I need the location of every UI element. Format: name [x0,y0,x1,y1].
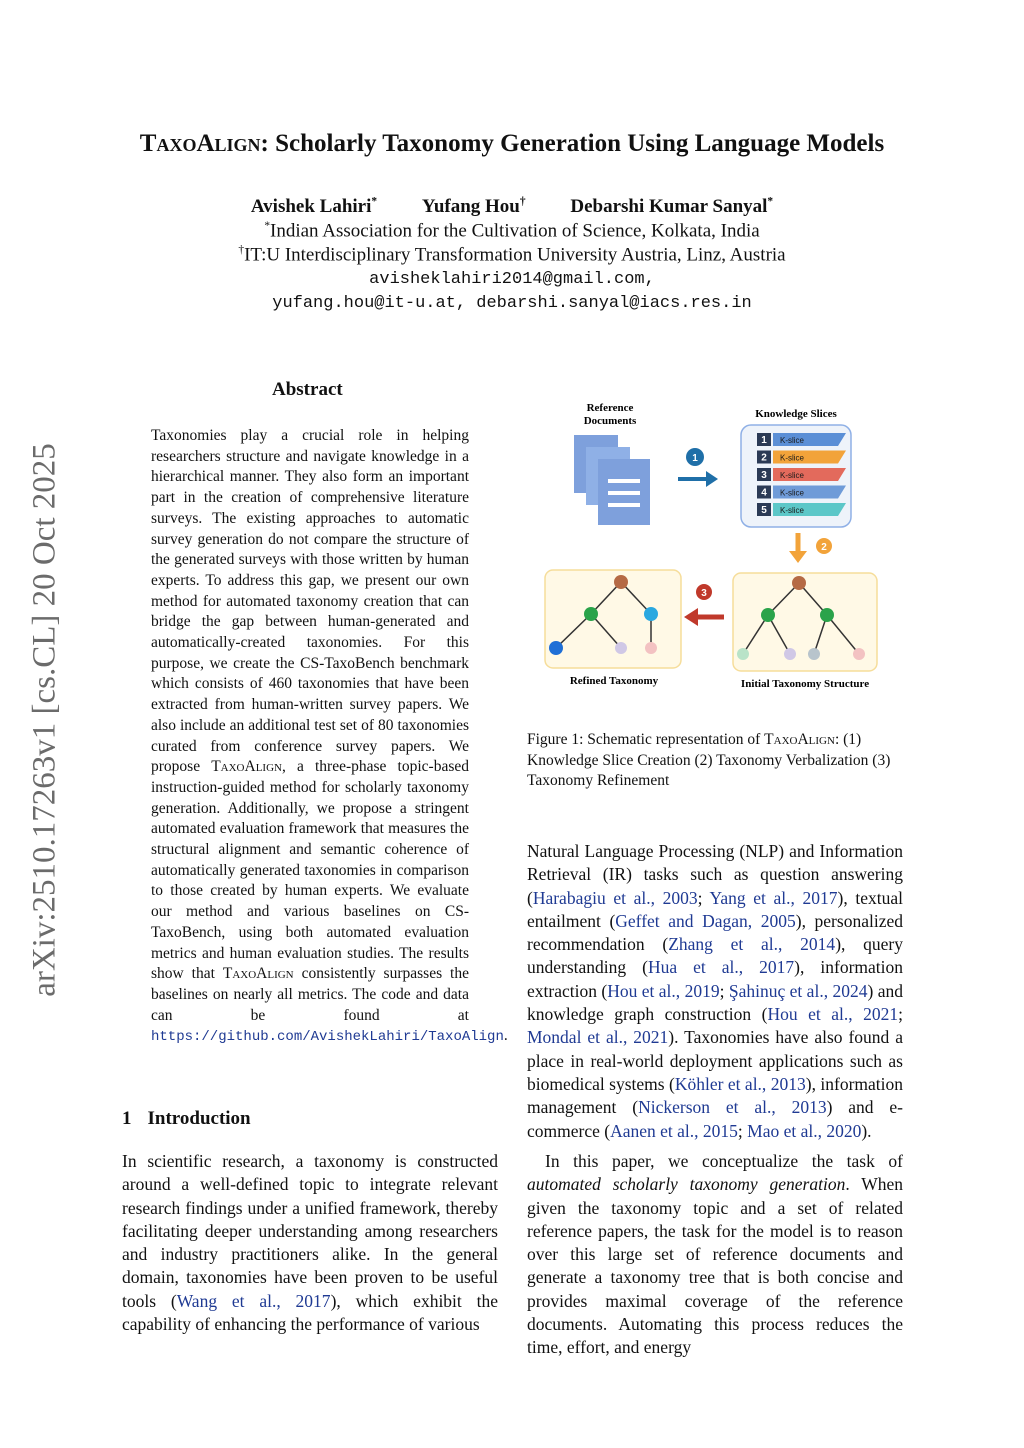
fig-label-ref: Reference Documents [583,402,637,427]
k-slice-label: K-slice [780,471,805,480]
intro-paragraph: In scientific research, a taxonomy is constructed around a well-defined topic to integrate relevant research findings under a unified framework, thereby facilitating deeper understanding among researchers and industry practitioners alike. In the general domain, taxonomies have been proven to be useful tools (Wang et al., 2017), which exhibit the capability of enhancing the performance of various [122,1151,498,1335]
figure-1 [528,395,908,695]
k-slice-number: 5 [761,505,767,516]
affiliation: †IT:U Interdisciplinary Transformation University Austria, Linz, Austria [238,244,786,266]
email-line[interactable]: yufang.hou@it-u.at, debarshi.sanyal@iacs.res.in [272,294,752,313]
author: Debarshi Kumar Sanyal* [570,196,774,218]
right-paragraph-1: Natural Language Processing (NLP) and Information Retrieval (IR) tasks such as question answering (Harabagiu et al., 2003; Yang et al., 2017), textual entailment (Geffet and Dagan, 2005), personalized recommendation (Zhang et al., 2014), query understanding (Hua et al., 2017), information extraction (Hou et al., 2019; Şahinuç et al., 2024) and knowledge graph construction (Hou et al., 2021; Mondal et al., 2021). Taxonomies have also found a place in real-world deployment applications such as biomedical systems (Köhler et al., 2013), information management (Nickerson et al., 2013) and e-commerce (Aanen et al., 2015; Mao et al., 2020). [527,841,904,1141]
section-heading: 1 Introduction [122,1108,251,1129]
paper-title [0,130,1024,158]
k-slice-label: K-slice [780,488,805,498]
svg-text:2: 2 [821,542,827,553]
author: Yufang Hou† [421,196,526,218]
title-rest: : Scholarly Taxonomy Generation Using Language Models [260,130,885,157]
k-slice-number: 2 [761,452,767,464]
right-paragraph-2: In this paper, we conceptualize the task of automated scholarly taxonomy generation. When given the taxonomy topic and a set of related reference papers, the task for the model is to reason over this large set of reference documents and generate a taxonomy tree that is both concise and provides maximal coverage of the reference documents. Automating this process reduces the time, effort, and energy [527,1151,903,1358]
citation[interactable]: Köhler et al., 2013 [674,1073,806,1094]
email-line[interactable]: avisheklahiri2014@gmail.com, [369,270,655,289]
arxiv-stamp [10,420,80,1020]
author-list [0,196,1024,218]
citation[interactable]: Harabagiu et al., 2003 [532,887,698,908]
documents-icon [574,435,650,525]
citation[interactable]: Hua et al., 2017 [647,957,795,978]
k-slice-number: 4 [761,487,767,499]
figure-caption: Figure 1: Schematic representation of TaxoAlign: (1) Knowledge Slice Creation (2) Taxonomy Verbalization (3) Taxonomy Refinement [527,731,891,789]
citation[interactable]: Yang et al., 2017 [709,887,838,908]
citation[interactable]: Hou et al., 2021 [767,1004,899,1025]
fig-label-initial: Initial Taxonomy Structure [740,678,870,690]
citation[interactable]: Wang et al., 2017 [176,1290,331,1311]
method-name: TaxoAlign [139,130,261,157]
slice-list [757,433,846,516]
refined-taxonomy-box [545,570,681,668]
abstract-body: Taxonomies play a crucial role in helping researchers structure and navigate knowledge in a hierarchical manner. They also form an important part in the creation of comprehensive literature surveys. The existing approaches to automatic survey generation do not compare the structure of the generated surveys with those written by human experts. To address this gap, we present our own method for automated taxonomy creation that can bridge the gap between human-generated and automatically-created taxonomies. For this purpose, we create the CS-TaxoBench benchmark which consists of 460 taxonomies that have been extracted from human-written survey papers. We also include an additional test set of 80 taxonomies curated from conference survey papers. We propose TaxoAlign, a three-phase topic-based instruction-guided method for scholarly taxonomy generation. Additionally, we propose a stringent automated evaluation framework that measures the structural alignment and semantic coherence of automatically generated taxonomies in comparison to those created by human experts. We evaluate our method and various baselines on CS-TaxoBench, using both automated evaluation metrics and human evaluation studies. The results show that TaxoAlign consistently surpasses the baselines on nearly all metrics. The code and data can be found at https://github.com/AvishekLahiri/TaxoAlign. [151,427,508,1046]
author: Avishek Lahiri* [250,196,378,218]
arxiv-id: arXiv:2510.17263v1 [cs.CL] 20 Oct 2025 [26,443,63,997]
fig-label-refined: Refined Taxonomy [569,675,659,687]
svg-text:3: 3 [701,588,707,599]
k-slice-label: K-slice [780,436,805,445]
citation[interactable]: Nickerson et al., 2013 [638,1097,827,1118]
citation[interactable]: Zhang et al., 2014 [668,934,836,955]
citation[interactable]: Hou et al., 2019 [607,980,720,1001]
abstract-heading: Abstract [272,379,343,400]
citation[interactable]: Şahinuç et al., 2024 [728,980,868,1001]
arrow-down-icon [789,551,807,563]
k-slice-number: 1 [761,435,767,446]
citation[interactable]: Mondal et al., 2021 [527,1027,669,1048]
k-slice-label: K-slice [780,506,805,515]
arrow-left-icon [684,608,698,626]
k-slice-label: K-slice [780,453,805,463]
svg-text:1: 1 [692,453,698,464]
citation[interactable]: Geffet and Dagan, 2005 [615,910,796,931]
k-slice-number: 3 [761,470,767,481]
affiliation: *Indian Association for the Cultivation of Science, Kolkata, India [264,220,760,242]
fig-label-slices: Knowledge Slices [755,408,837,420]
citation[interactable]: Mao et al., 2020 [747,1120,862,1141]
citation[interactable]: Aanen et al., 2015 [610,1120,738,1141]
code-link[interactable]: https://github.com/AvishekLahiri/TaxoAlign [151,1029,504,1046]
